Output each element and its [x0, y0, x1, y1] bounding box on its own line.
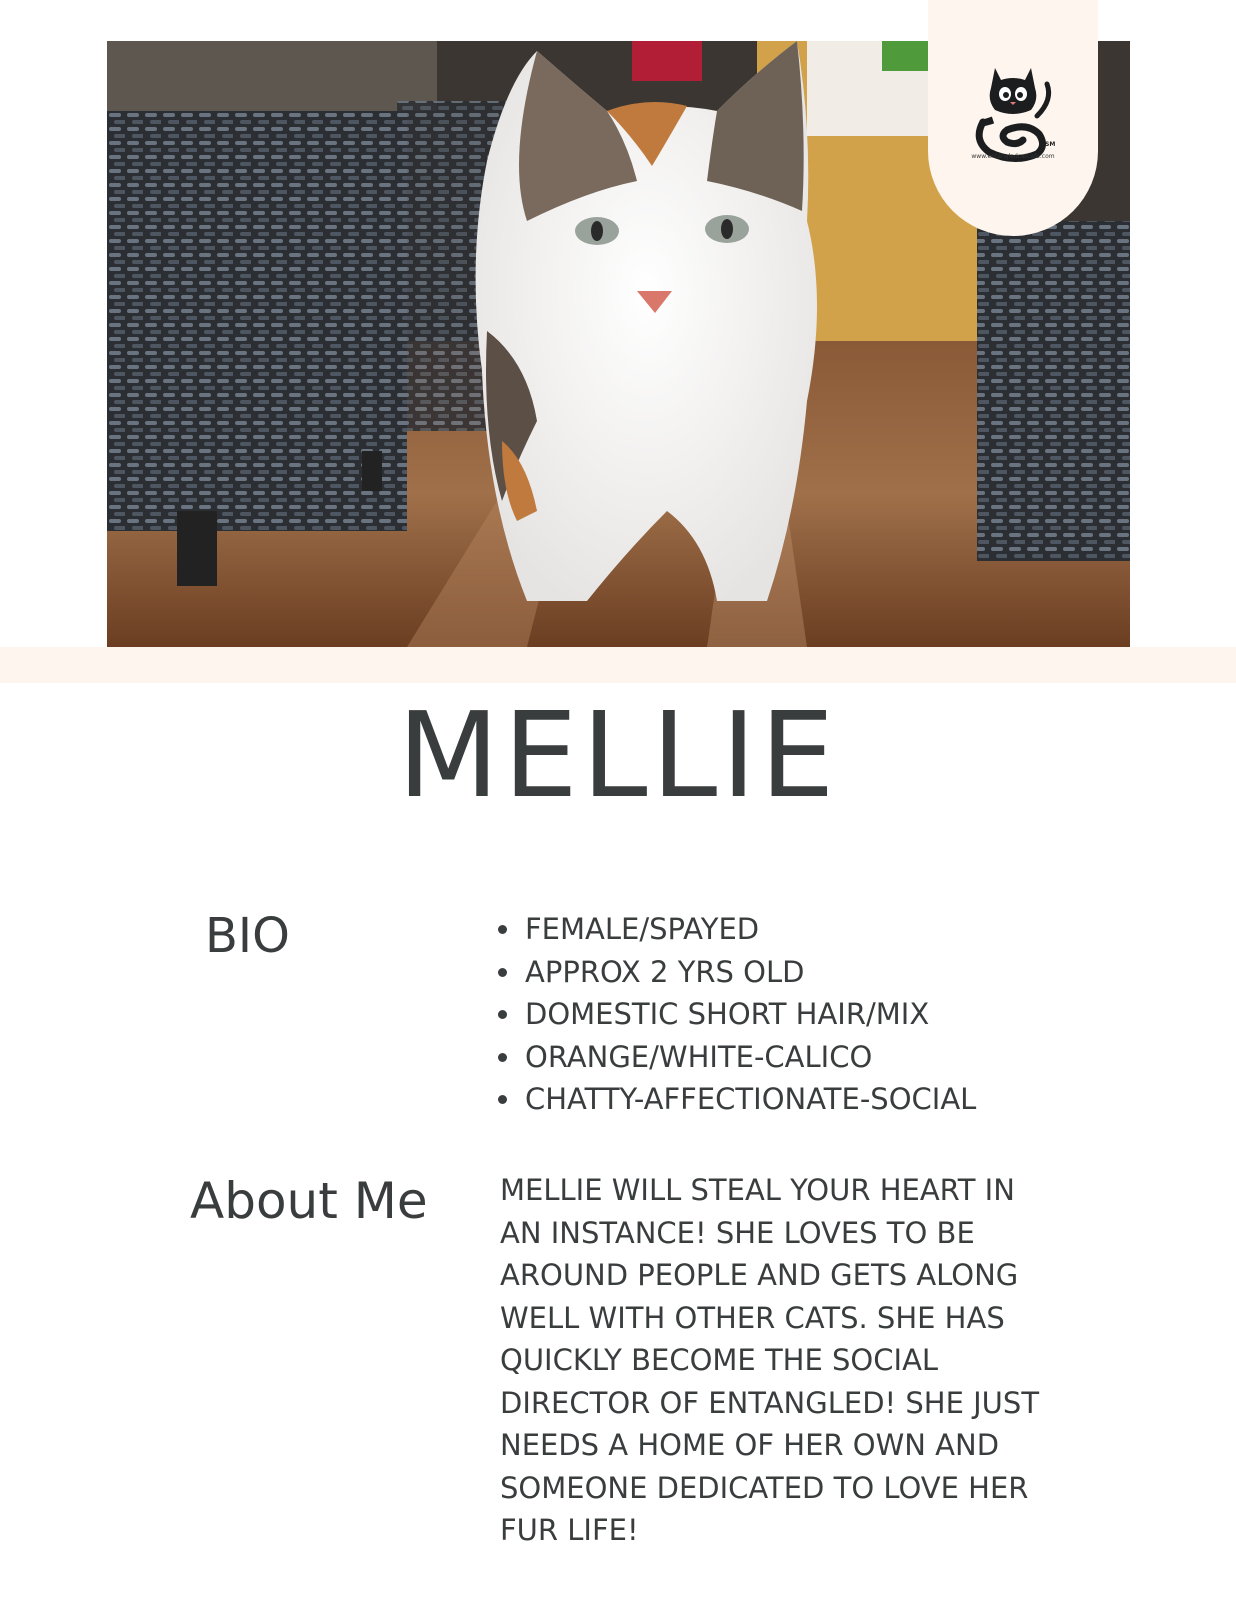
- bio-label: BIO: [205, 908, 290, 964]
- bio-item: • CHATTY-AFFECTIONATE-SOCIAL: [523, 1078, 976, 1121]
- bio-item: • ORANGE/WHITE-CALICO: [523, 1036, 976, 1079]
- logo-url[interactable]: www.entangledcatcafe.com: [971, 153, 1055, 160]
- about-label: About Me: [190, 1172, 428, 1230]
- bio-item: • DOMESTIC SHORT HAIR/MIX: [523, 993, 976, 1036]
- bio-item: • FEMALE/SPAYED: [523, 908, 976, 951]
- page-title: MELLIE: [397, 686, 839, 824]
- cream-band: [0, 647, 1236, 683]
- bio-item: • APPROX 2 YRS OLD: [523, 951, 976, 994]
- bio-list: [493, 908, 976, 1121]
- logo-tab: [928, 0, 1098, 236]
- about-text: MELLIE WILL STEAL YOUR HEART IN AN INSTANCE! SHE LOVES TO BE AROUND PEOPLE AND GETS ALONG WELL WITH OTHER CATS. SHE HAS QUICKLY BECOME THE SOCIAL DIRECTOR OF ENTANGLED! SHE JUST NEEDS A HOME OF HER OWN AND SOMEONE DEDICATED TO LOVE HER FUR LIFE!: [500, 1173, 1040, 1547]
- service-mark: SM: [1045, 141, 1056, 148]
